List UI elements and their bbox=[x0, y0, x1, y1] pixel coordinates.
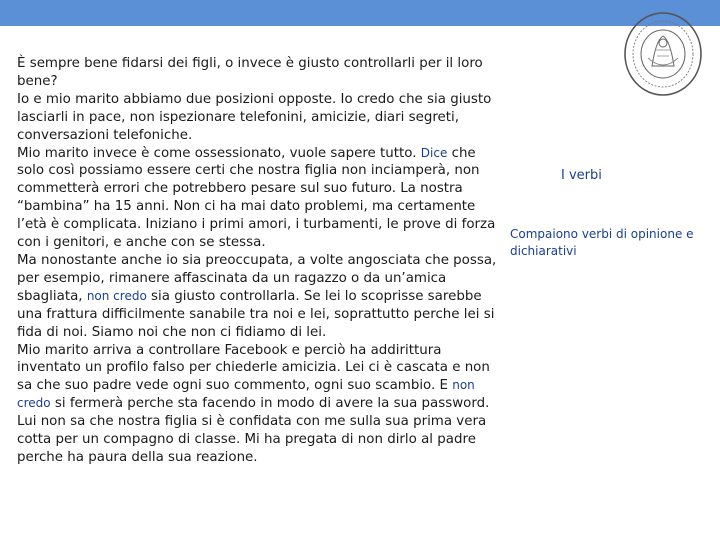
text-segment: sia giusto controllarla. Se lei lo scoprisse sarebbe una frattura difficilmente sanabile tra noi e lei, soprattutto perche lei si fida di noi. Siamo noi che non ci fidiamo di lei. bbox=[17, 288, 495, 340]
sidebar-note: Compaiono verbi di opinione e dichiarativi bbox=[510, 227, 694, 258]
sidebar-title: I verbi bbox=[561, 168, 602, 183]
letter-paragraph-4 bbox=[17, 252, 503, 342]
letter-paragraph-1: È sempre bene fidarsi dei figli, o invece è giusto controllarli per il loro bene? bbox=[17, 56, 483, 89]
highlighted-verb: non credo bbox=[17, 378, 475, 411]
text-segment: Mio marito invece è come ossessionato, vuole sapere tutto. bbox=[17, 145, 421, 161]
top-accent-bar bbox=[0, 0, 720, 26]
text-segment: si fermerà perche sta facendo in modo di avere la sua password. Lui non sa che nostra figlia si è confidata con me sulla sua prima vera cotta per un compagno di classe. Mi ha pregata di non dirlo al padre perche ha paura della sua reazione. bbox=[17, 396, 490, 465]
letter-paragraph-3 bbox=[17, 145, 503, 252]
letter-paragraph-5 bbox=[17, 342, 503, 467]
letter-paragraph-2: Io e mio marito abbiamo due posizioni opposte. Io credo che sia giusto lasciarli in pace, non ispezionare telefonini, amicizie, diari segreti, conversazioni telefoniche. bbox=[17, 91, 492, 143]
text-segment: Mio marito arriva a controllare Facebook e perciò ha addirittura inventato un profilo falso per chiederle amicizia. Lei ci è cascata e non sa che suo padre vede ogni suo commento, ogni suo scambio. E bbox=[17, 342, 490, 394]
letter-text bbox=[17, 55, 503, 467]
text-segment: che solo così possiamo essere certi che nostra figlia non inciamperà, non commetterà errori che potrebbero pesare sul suo futuro. La nostra “bambina” ha 15 anni. Non ci ha mai dato problemi, ma certamente l’età è complicata. Iniziano i primi amori, i turbamenti, le prove di forza con i genitori, e anche con se stessa. bbox=[17, 145, 496, 251]
school-seal-icon bbox=[622, 10, 704, 98]
highlighted-verb: Dice bbox=[420, 145, 448, 160]
highlighted-verb: non credo bbox=[86, 288, 147, 303]
text-segment: Ma nonostante anche io sia preoccupata, a volte angosciata che possa, per esempio, rimanere affascinata da un ragazzo o da un’amica sbagliata, bbox=[17, 252, 497, 304]
